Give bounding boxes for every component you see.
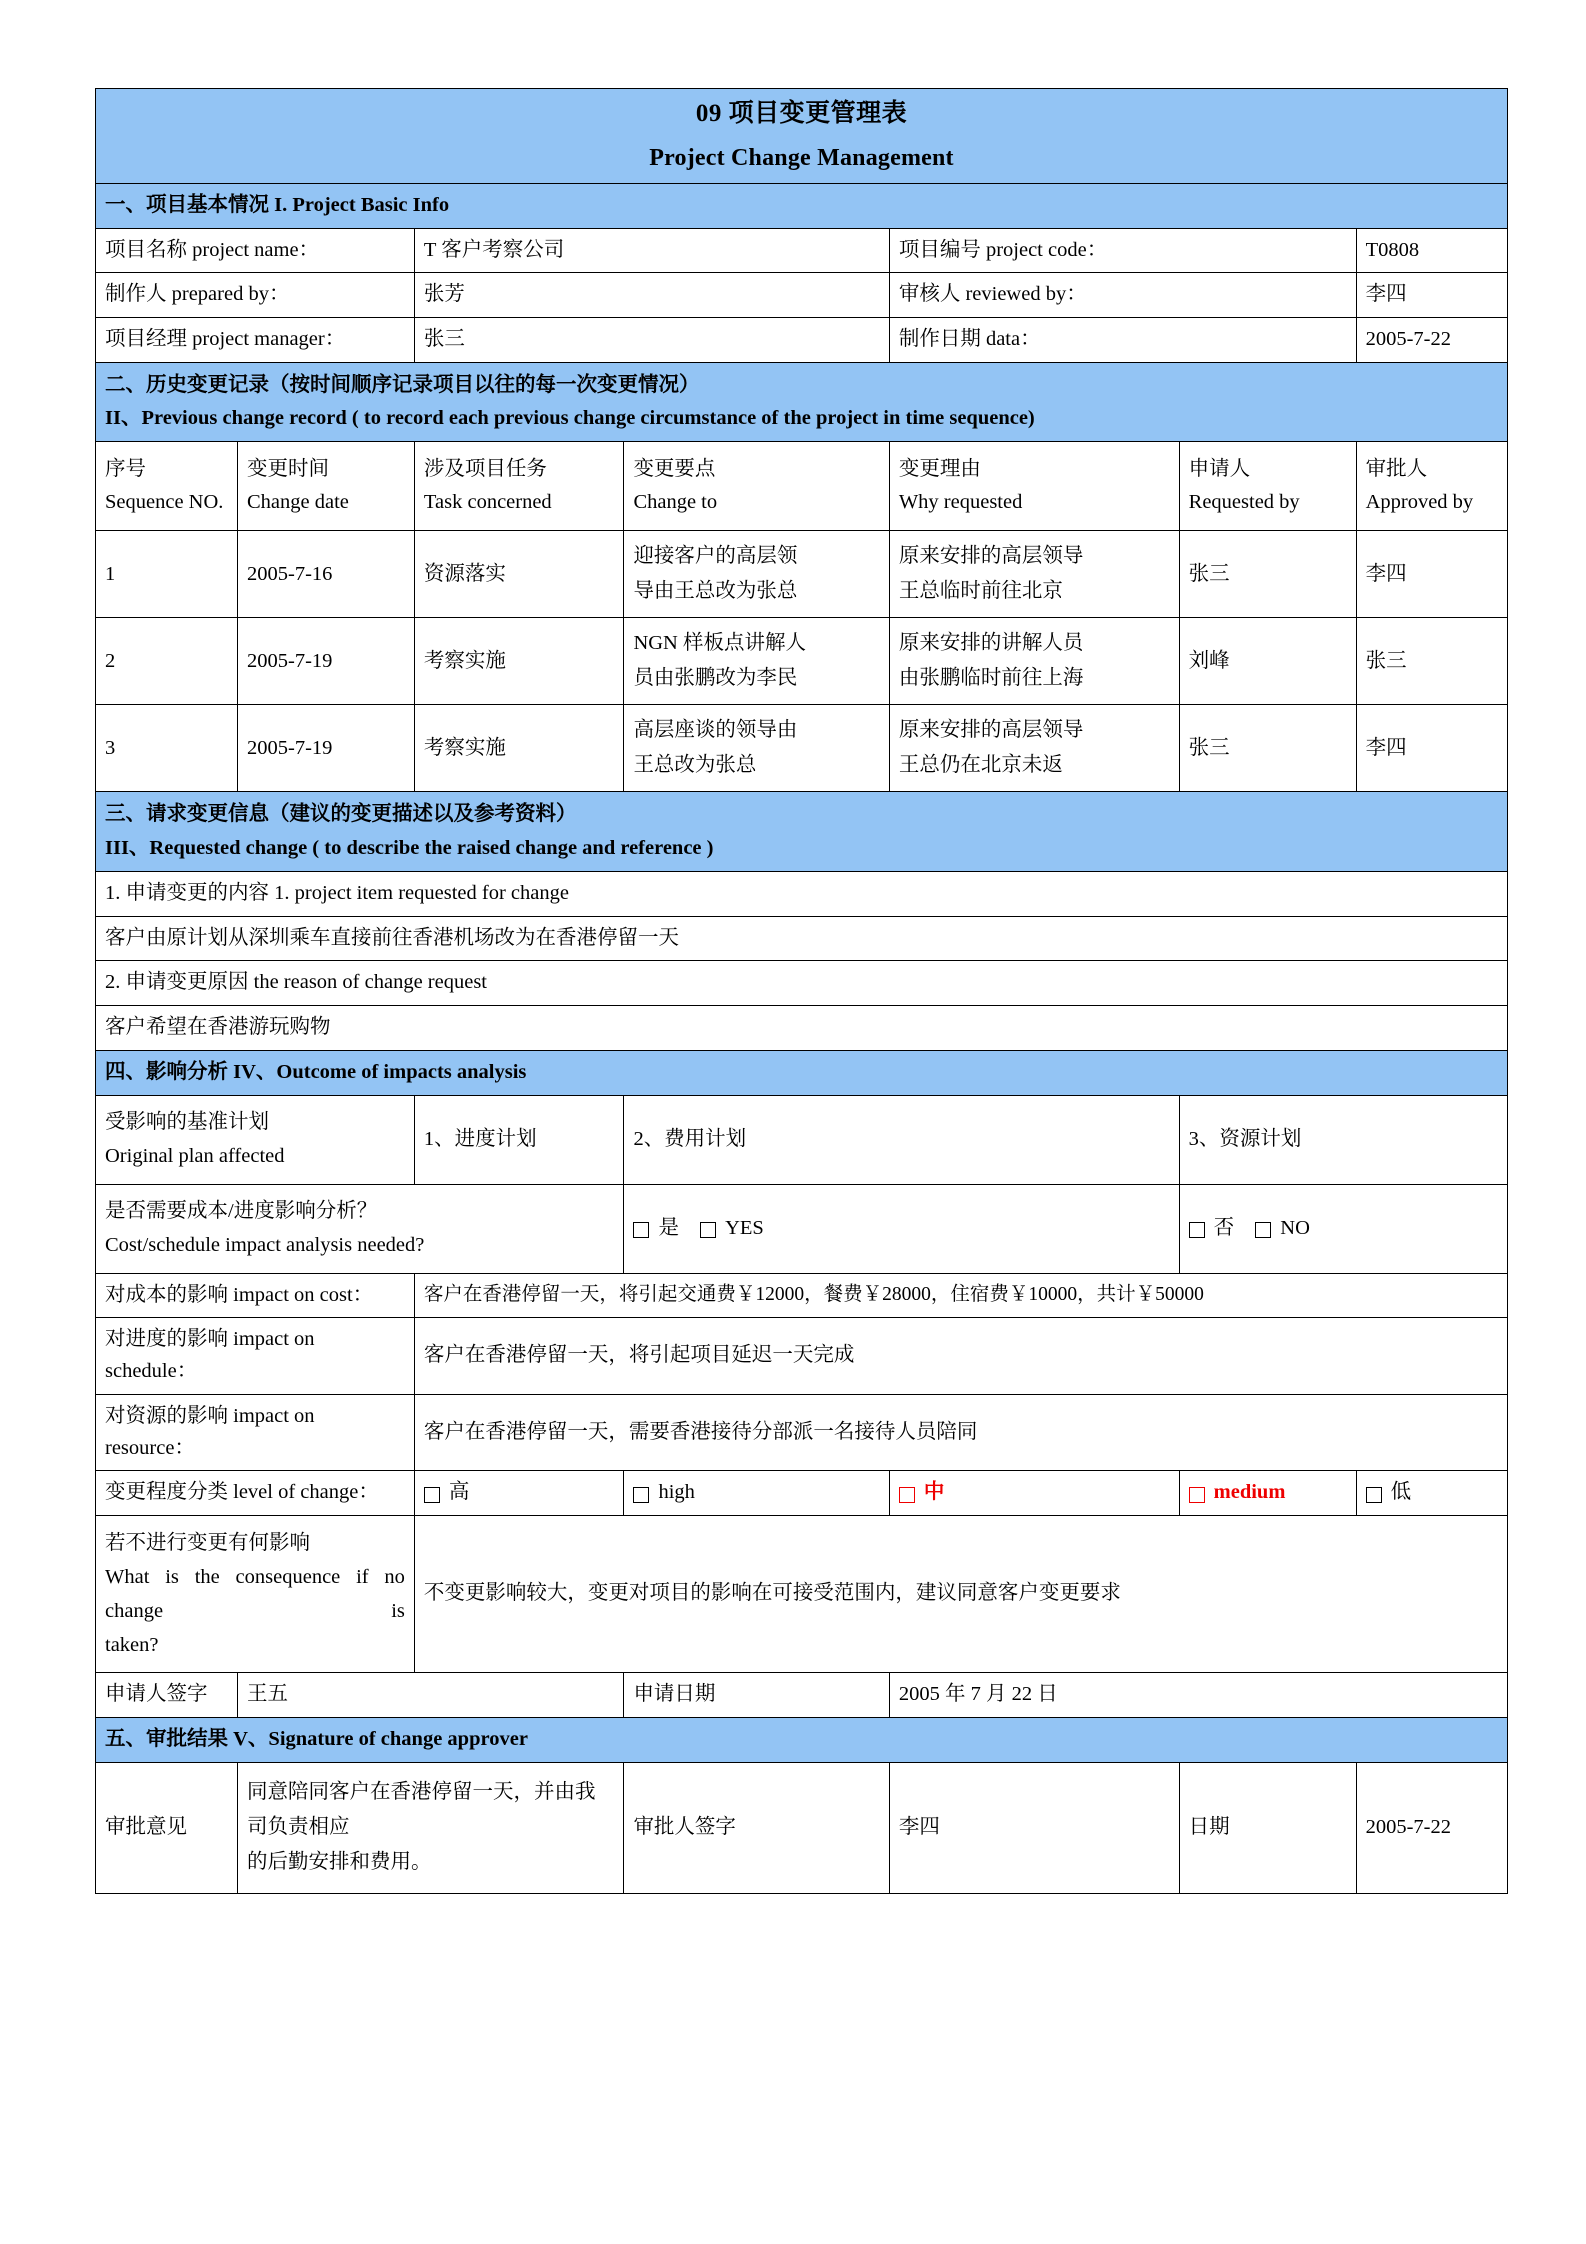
checkbox-high-cn[interactable] [424,1487,440,1503]
level-low-cn-label: 低 [1390,1481,1412,1504]
requested-change-item-value: 客户由原计划从深圳乘车直接前往香港机场改为在香港停留一天 [96,916,1508,961]
level-of-change-label: 变更程度分类 level of change： [96,1471,415,1516]
col-change-to [624,442,889,531]
table-row [96,531,1508,618]
level-high-cn-cell[interactable] [414,1471,624,1516]
reviewed-by-label: 审核人 reviewed by： [889,273,1356,318]
analysis-yes-en-label: YES [725,1216,764,1239]
project-name-value: T 客户考察公司 [414,228,889,273]
col-why-requested-en: Why requested [898,491,1023,514]
impact-on-schedule-label: 对进度的影响 impact on schedule： [96,1318,415,1395]
change-record-header-row [96,442,1508,531]
original-plan-row [96,1095,1508,1184]
col-change-to-cn: 变更要点 [633,458,716,481]
approver-sign-value: 李四 [889,1762,1179,1893]
section-5-header: 五、审批结果 V、Signature of change approver [96,1718,1508,1763]
table-row [96,705,1508,792]
row-1-approved-by: 李四 [1356,531,1507,618]
level-low-cn-cell[interactable] [1356,1471,1507,1516]
section-3-header-row [96,792,1508,871]
row-1-why-line1: 原来安排的高层领导 [898,545,1084,568]
checkbox-medium-cn[interactable] [899,1487,915,1503]
row-1-change-to [624,531,889,618]
row-2-why-line1: 原来安排的讲解人员 [898,632,1084,655]
apply-date-value: 2005 年 7 月 22 日 [889,1673,1507,1718]
consequence-row [96,1516,1508,1673]
section-3-header-cn: 三、请求变更信息（建议的变更描述以及参考资料） [105,803,577,826]
impact-resource-row [96,1394,1508,1471]
applicant-sign-label: 申请人签字 [96,1673,238,1718]
checkbox-no-en[interactable] [1255,1222,1271,1238]
row-3-task: 考察实施 [414,705,624,792]
form-title-cell [96,89,1508,184]
col-approved-by-en: Approved by [1365,491,1474,514]
col-approved-by [1356,442,1507,531]
approval-opinion-line2: 的后勤安排和费用。 [247,1851,432,1874]
row-3-change-to-line1: 高层座谈的领导由 [633,719,798,742]
project-manager-row [96,318,1508,363]
analysis-yes-cell[interactable] [624,1184,1179,1273]
impact-on-resource-label: 对资源的影响 impact on resource： [96,1394,415,1471]
impact-schedule-row [96,1318,1508,1395]
row-1-change-to-line2: 导由王总改为张总 [633,580,798,603]
prepared-by-label: 制作人 prepared by： [96,273,415,318]
level-medium-en-label: medium [1213,1481,1286,1504]
row-2-why [889,618,1179,705]
table-row [96,618,1508,705]
row-3-date: 2005-7-19 [238,705,415,792]
reviewed-by-value: 李四 [1356,273,1507,318]
requested-reason-label-row [96,961,1508,1006]
col-sequence-no-en: Sequence NO. [105,491,224,514]
prepared-by-row [96,273,1508,318]
requested-item-value-row [96,916,1508,961]
checkbox-no-cn[interactable] [1189,1222,1205,1238]
row-2-requested-by: 刘峰 [1179,618,1356,705]
project-change-management-form [95,88,1508,1894]
row-1-date: 2005-7-16 [238,531,415,618]
analysis-no-en-label: NO [1280,1216,1310,1239]
plan-option-resource: 3、资源计划 [1179,1095,1507,1184]
consequence-value: 不变更影响较大，变更对项目的影响在可接受范围内，建议同意客户变更要求 [414,1516,1507,1673]
row-1-sequence: 1 [96,531,238,618]
row-1-why-line2: 王总临时前往北京 [898,580,1063,603]
col-task-concerned-en: Task concerned [423,491,552,514]
project-manager-label: 项目经理 project manager： [96,318,415,363]
row-2-date: 2005-7-19 [238,618,415,705]
consequence-label-cn: 若不进行变更有何影响 [105,1532,310,1555]
col-change-date-en: Change date [247,491,349,514]
section-1-header-row [96,183,1508,228]
col-change-date-cn: 变更时间 [247,458,329,481]
col-why-requested-cn: 变更理由 [898,458,981,481]
project-name-row [96,228,1508,273]
title-row [96,89,1508,184]
section-1-header: 一、项目基本情况 I. Project Basic Info [96,183,1508,228]
row-3-requested-by: 张三 [1179,705,1356,792]
level-medium-cn-label: 中 [923,1481,945,1504]
section-3-header [96,792,1508,871]
checkbox-high-en[interactable] [633,1487,649,1503]
col-requested-by-en: Requested by [1188,491,1300,514]
row-1-task: 资源落实 [414,531,624,618]
col-change-to-en: Change to [633,491,718,514]
analysis-needed-label [96,1184,624,1273]
col-approved-by-cn: 审批人 [1365,458,1428,481]
requested-item-label-row [96,871,1508,916]
requested-reason-value-row [96,1006,1508,1051]
row-2-change-to-line2: 员由张鹏改为李民 [633,667,798,690]
approval-opinion-line1: 同意陪同客户在香港停留一天，并由我司负责相应 [247,1780,596,1839]
impact-on-resource-value: 客户在香港停留一天，需要香港接待分部派一名接待人员陪同 [414,1394,1507,1471]
level-medium-en-cell[interactable] [1179,1471,1356,1516]
col-requested-by-cn: 申请人 [1188,458,1251,481]
row-2-task: 考察实施 [414,618,624,705]
col-requested-by [1179,442,1356,531]
col-why-requested [889,442,1179,531]
analysis-no-cell[interactable] [1179,1184,1507,1273]
col-task-concerned-cn: 涉及项目任务 [423,458,547,481]
row-3-why-line2: 王总仍在北京未返 [898,754,1063,777]
checkbox-medium-en[interactable] [1189,1487,1205,1503]
checkbox-yes-en[interactable] [700,1222,716,1238]
approval-opinion-label: 审批意见 [96,1762,238,1893]
project-name-label: 项目名称 project name： [96,228,415,273]
impact-on-schedule-value: 客户在香港停留一天，将引起项目延迟一天完成 [414,1318,1507,1395]
title-english: Project Change Management [649,144,954,171]
row-3-why-line1: 原来安排的高层领导 [898,719,1084,742]
row-3-why [889,705,1179,792]
requested-change-reason-label: 2. 申请变更原因 the reason of change request [96,961,1508,1006]
requested-change-reason-value: 客户希望在香港游玩购物 [96,1006,1508,1051]
section-2-header [96,363,1508,442]
approval-date-label: 日期 [1179,1762,1356,1893]
section-2-header-en: II、Previous change record ( to record each previous change circumstance of the project in time sequence) [105,407,1035,430]
analysis-needed-label-cn: 是否需要成本/进度影响分析？ [105,1200,378,1223]
row-2-change-to-line1: NGN 样板点讲解人 [633,632,806,655]
analysis-needed-label-en: Cost/schedule impact analysis needed? [105,1233,425,1256]
prepared-date-label: 制作日期 data： [889,318,1356,363]
approver-sign-label: 审批人签字 [624,1762,889,1893]
analysis-yes-cn-label: 是 [658,1216,679,1239]
plan-option-cost: 2、费用计划 [624,1095,1179,1184]
requested-change-item-label: 1. 申请变更的内容 1. project item requested for change [96,871,1508,916]
applicant-sign-value: 王五 [238,1673,624,1718]
col-task-concerned [414,442,624,531]
row-2-change-to [624,618,889,705]
row-1-requested-by: 张三 [1179,531,1356,618]
prepared-by-value: 张芳 [414,273,889,318]
section-5-header-row [96,1718,1508,1763]
project-code-label: 项目编号 project code： [889,228,1356,273]
row-3-approved-by: 李四 [1356,705,1507,792]
row-3-sequence: 3 [96,705,238,792]
checkbox-yes-cn[interactable] [633,1222,649,1238]
row-1-why [889,531,1179,618]
consequence-label [96,1516,415,1673]
impact-cost-row [96,1273,1508,1318]
analysis-needed-row [96,1184,1508,1273]
level-high-cn-label: 高 [448,1481,470,1504]
section-3-header-en: III、Requested change ( to describe the raised change and reference ) [105,836,714,859]
consequence-label-en-line2: taken? [105,1634,159,1657]
prepared-date-value: 2005-7-22 [1356,318,1507,363]
original-plan-label [96,1095,415,1184]
level-high-en-label: high [658,1481,695,1504]
approval-opinion-value [238,1762,624,1893]
apply-date-label: 申请日期 [624,1673,889,1718]
col-change-date [238,442,415,531]
col-sequence-no [96,442,238,531]
analysis-no-cn-label: 否 [1213,1216,1235,1239]
level-medium-cn-cell[interactable] [889,1471,1179,1516]
row-2-approved-by: 张三 [1356,618,1507,705]
level-high-en-cell[interactable] [624,1471,889,1516]
checkbox-low-cn[interactable] [1366,1487,1382,1503]
section-4-header-row [96,1050,1508,1095]
section-4-header: 四、影响分析 IV、Outcome of impacts analysis [96,1050,1508,1095]
project-manager-value: 张三 [414,318,889,363]
applicant-signature-row [96,1673,1508,1718]
section-2-header-row [96,363,1508,442]
row-3-change-to-line2: 王总改为张总 [633,754,757,777]
row-2-sequence: 2 [96,618,238,705]
original-plan-label-cn: 受影响的基准计划 [105,1111,269,1134]
approval-opinion-row [96,1762,1508,1893]
col-sequence-no-cn: 序号 [105,458,146,481]
row-2-why-line2: 由张鹏临时前往上海 [898,667,1084,690]
project-code-value: T0808 [1356,228,1507,273]
title-chinese: 09 项目变更管理表 [695,100,908,127]
row-3-change-to [624,705,889,792]
impact-on-cost-label: 对成本的影响 impact on cost： [96,1273,415,1318]
consequence-label-en-line1: What is the consequence if no change is [105,1566,405,1623]
impact-on-cost-value: 客户在香港停留一天，将引起交通费￥12000，餐费￥28000，住宿费￥10000，共计￥50000 [414,1273,1507,1318]
approval-date-value: 2005-7-22 [1356,1762,1507,1893]
row-1-change-to-line1: 迎接客户的高层领 [633,545,798,568]
original-plan-label-en: Original plan affected [105,1144,285,1167]
plan-option-schedule: 1、进度计划 [414,1095,624,1184]
section-2-header-cn: 二、历史变更记录（按时间顺序记录项目以往的每一次变更情况） [105,374,700,396]
level-of-change-row [96,1471,1508,1516]
